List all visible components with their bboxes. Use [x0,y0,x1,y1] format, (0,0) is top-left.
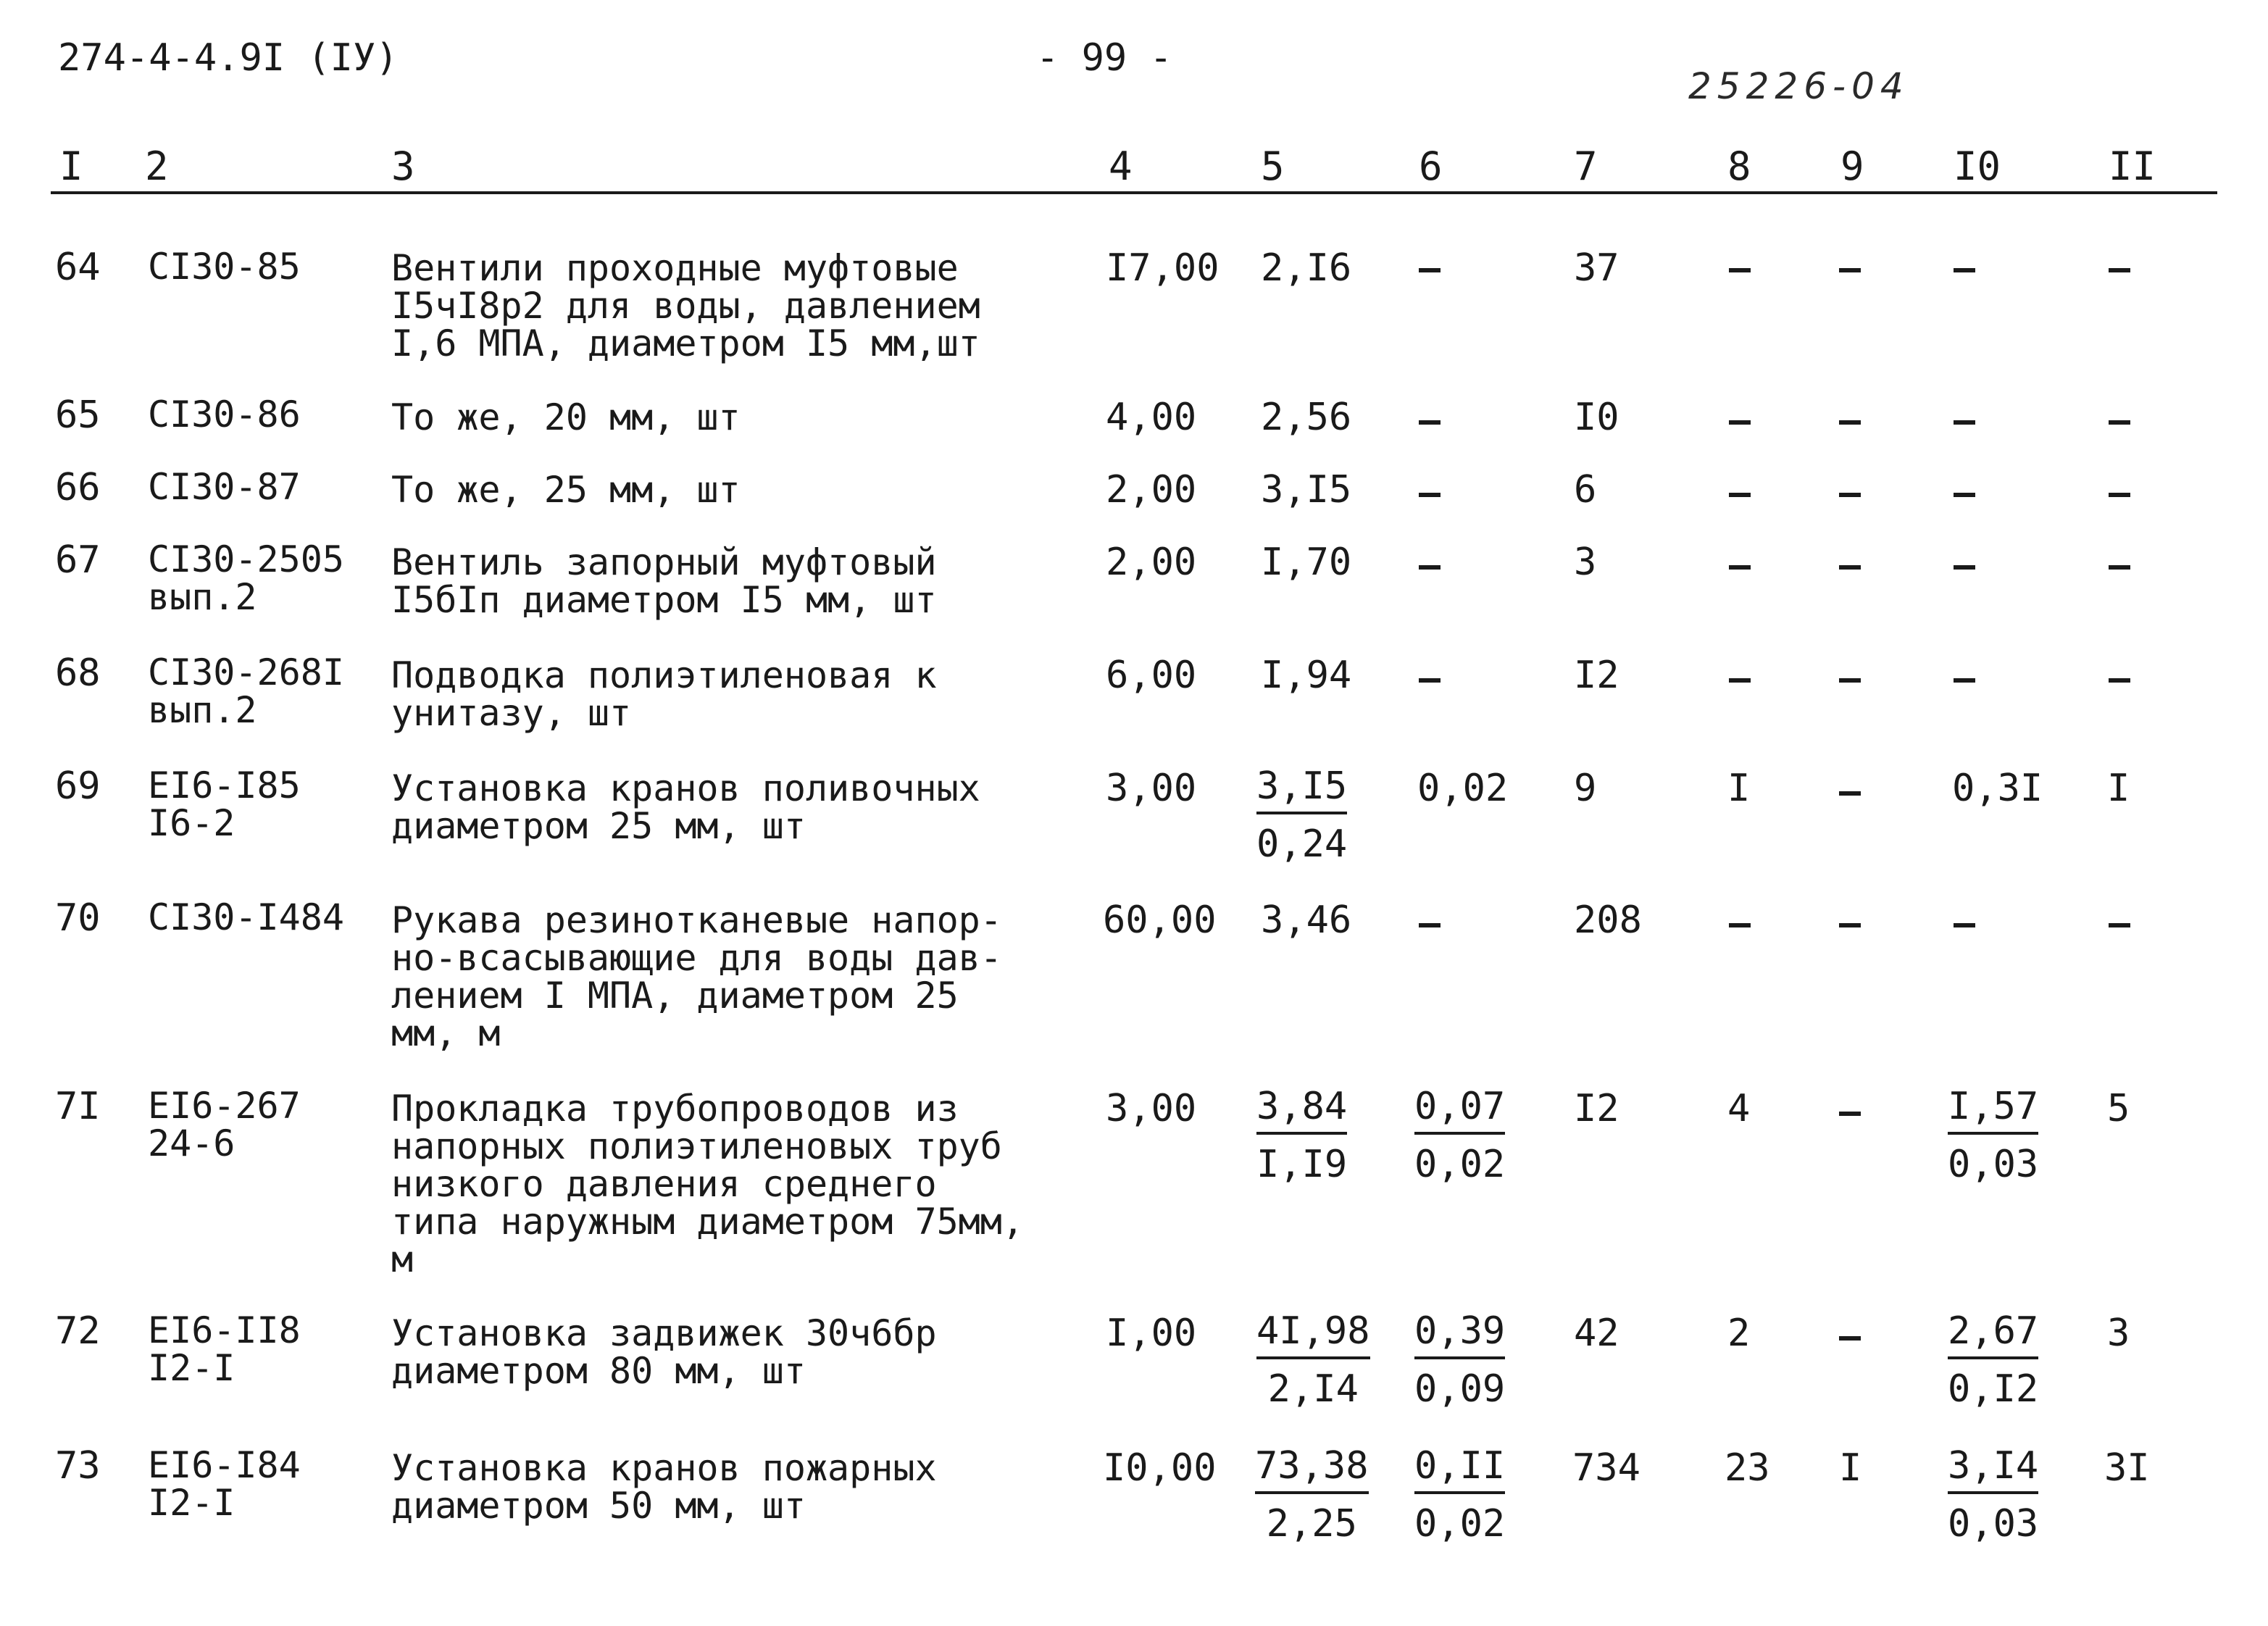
col-header-10: I0 [1954,143,2001,189]
quantity: 3,00 [1106,767,1197,810]
item-description: Рукава резинотканевые напор- но-всасывающие для воды дав- лением I МПА, диаметром 25 мм, м [391,899,1002,1054]
col9-dash [1839,923,1861,927]
norm-code: EI6-II8 I2-I [148,1309,301,1389]
item-description: То же, 25 мм, шт [391,469,741,511]
col10-value: 0,3I [1952,767,2043,810]
col8-value: 4 [1727,1087,1751,1130]
col10-dash [1954,268,1975,272]
col7-value: I0 [1574,396,1619,439]
norm-code: EI6-267 24-6 [148,1085,301,1164]
row-number: 73 [55,1444,101,1488]
col9-dash [1839,1112,1861,1116]
item-description: Подводка полиэтиленовая к унитазу, шт [391,654,937,734]
col5-numerator: 3,I5 [1256,767,1347,814]
norm-code: CI30-2505 вып.2 [148,538,344,618]
col11-value: I [2107,767,2130,810]
item-description: Вентиль запорный муфтовый I5бIп диаметром I5 мм, шт [391,541,937,621]
col-header-5: 5 [1261,143,1285,189]
col5-value: 3,46 [1261,899,1352,942]
col5-value: I,70 [1261,541,1352,584]
col5-value: 2,I6 [1261,246,1352,290]
col6-dash [1419,565,1441,570]
quantity: 60,00 [1103,899,1217,942]
col11-value: 5 [2107,1087,2130,1130]
col5-numerator: 3,84 [1256,1087,1347,1135]
item-description: Установка кранов поливочных диаметром 25 мм, шт [391,767,980,847]
norm-code: CI30-I484 [148,896,344,938]
col5-denominator: 2,25 [1266,1502,1357,1546]
col7-value: 208 [1574,899,1642,942]
norm-code: CI30-85 [148,246,301,288]
col10-dash [1954,420,1975,425]
quantity: 4,00 [1106,396,1197,439]
col10-denominator: 0,03 [1948,1502,2039,1546]
col6-dash [1419,923,1441,927]
quantity: I7,00 [1106,246,1220,290]
col8-value: 23 [1725,1446,1770,1490]
col8-dash [1729,268,1751,272]
col5-denominator: I,I9 [1256,1143,1348,1186]
col-header-3: 3 [391,143,415,189]
quantity: 2,00 [1106,468,1197,512]
col6-value: 0,02 [1417,767,1509,810]
col10-fraction [1948,1309,2039,1411]
col9-dash [1839,791,1861,796]
norm-code: CI30-86 [148,393,301,435]
col5-numerator: 73,38 [1255,1446,1369,1494]
col5-value: 2,56 [1261,396,1352,439]
col5-denominator: 0,24 [1256,822,1348,866]
col5-fraction [1255,1444,1369,1546]
col6-denominator: 0,02 [1414,1502,1506,1546]
col6-numerator: 0,II [1414,1446,1505,1494]
col5-value: 3,I5 [1261,468,1352,512]
item-description: Установка задвижек 30ч6бр диаметром 80 мм, шт [391,1312,937,1392]
col10-denominator: 0,03 [1948,1143,2039,1186]
col10-dash [1954,923,1975,927]
col11-dash [2109,268,2130,272]
handwritten-stamp: 25226-04 [1688,65,1909,107]
item-description: То же, 20 мм, шт [391,396,741,438]
col-header-8: 8 [1727,143,1751,189]
row-number: 66 [55,466,101,509]
quantity: I,00 [1106,1312,1197,1355]
col-header-1: I [59,143,83,189]
quantity: 2,00 [1106,541,1197,584]
col9-dash [1839,493,1861,497]
col6-fraction [1414,1309,1506,1411]
col10-fraction [1948,1087,2038,1184]
col8-value: 2 [1727,1312,1751,1355]
col11-dash [2109,493,2130,497]
col-header-9: 9 [1840,143,1864,189]
item-description: Прокладка трубопроводов из напорных полиэтиленовых труб низкого давления среднего типа наружным диаметром 75мм, м [391,1088,1024,1280]
row-number: 70 [55,896,101,940]
col6-dash [1419,678,1441,683]
col-header-4: 4 [1109,143,1133,189]
quantity: I0,00 [1103,1446,1217,1490]
col6-dash [1419,268,1441,272]
col8-dash [1729,923,1751,927]
item-description: Вентили проходные муфтовые I5чI8р2 для воды, давлением I,6 МПА, диаметром I5 мм,шт [391,247,980,364]
col5-numerator: 4I,98 [1256,1312,1370,1359]
col6-fraction [1414,1444,1506,1546]
norm-code: CI30-87 [148,466,301,508]
col10-dash [1954,678,1975,683]
col5-denominator: 2,I4 [1267,1367,1359,1411]
quantity: 6,00 [1106,654,1197,697]
col9-value: I [1839,1446,1862,1490]
document-code: 274-4-4.9I (IУ) [58,36,399,80]
col7-value: 9 [1574,767,1597,810]
row-number: 67 [55,538,101,582]
col7-value: 734 [1572,1446,1640,1490]
col8-value: I [1727,767,1751,810]
norm-code: EI6-I85 I6-2 [148,764,301,844]
quantity: 3,00 [1106,1087,1197,1130]
col10-numerator: 3,I4 [1948,1446,2038,1494]
norm-code: CI30-268I вып.2 [148,651,344,731]
page-number: - 99 - [1036,36,1172,80]
col6-denominator: 0,09 [1414,1367,1506,1411]
col7-value: 3 [1574,541,1597,584]
item-description: Установка кранов пожарных диаметром 50 мм, шт [391,1447,937,1527]
col8-dash [1729,678,1751,683]
row-number: 64 [55,246,101,289]
col10-dash [1954,565,1975,570]
col9-dash [1839,420,1861,425]
header-rule [51,191,2217,194]
col11-dash [2109,678,2130,683]
col7-value: I2 [1574,1087,1619,1130]
col6-numerator: 0,07 [1414,1087,1505,1135]
norm-code: EI6-I84 I2-I [148,1444,301,1524]
col6-fraction [1414,1087,1505,1184]
col6-denominator: 0,02 [1414,1143,1506,1186]
col-header-6: 6 [1419,143,1443,189]
col5-fraction [1256,764,1348,866]
col-header-7: 7 [1574,143,1598,189]
col8-dash [1729,493,1751,497]
col7-value: 6 [1574,468,1597,512]
col10-dash [1954,493,1975,497]
row-number: 69 [55,764,101,808]
col6-dash [1419,420,1441,425]
row-number: 68 [55,651,101,695]
col7-value: I2 [1574,654,1619,697]
col11-value: 3I [2104,1446,2150,1490]
col6-numerator: 0,39 [1414,1312,1505,1359]
col10-denominator: 0,I2 [1948,1367,2039,1411]
col8-dash [1729,420,1751,425]
col9-dash [1839,678,1861,683]
col8-dash [1729,565,1751,570]
col6-dash [1419,493,1441,497]
col10-numerator: 2,67 [1948,1312,2038,1359]
row-number: 65 [55,393,101,437]
col11-value: 3 [2107,1312,2130,1355]
col5-fraction [1256,1087,1347,1184]
col11-dash [2109,565,2130,570]
col10-fraction [1948,1444,2039,1546]
col5-fraction [1256,1309,1370,1411]
col5-value: I,94 [1261,654,1352,697]
col7-value: 37 [1574,246,1619,290]
col9-dash [1839,1336,1861,1341]
col11-dash [2109,923,2130,927]
col9-dash [1839,268,1861,272]
col-header-11: II [2109,143,2156,189]
col10-numerator: I,57 [1948,1087,2038,1135]
col7-value: 42 [1574,1312,1619,1355]
row-number: 72 [55,1309,101,1353]
col11-dash [2109,420,2130,425]
row-number: 7I [55,1085,101,1128]
col9-dash [1839,565,1861,570]
col-header-2: 2 [145,143,169,189]
